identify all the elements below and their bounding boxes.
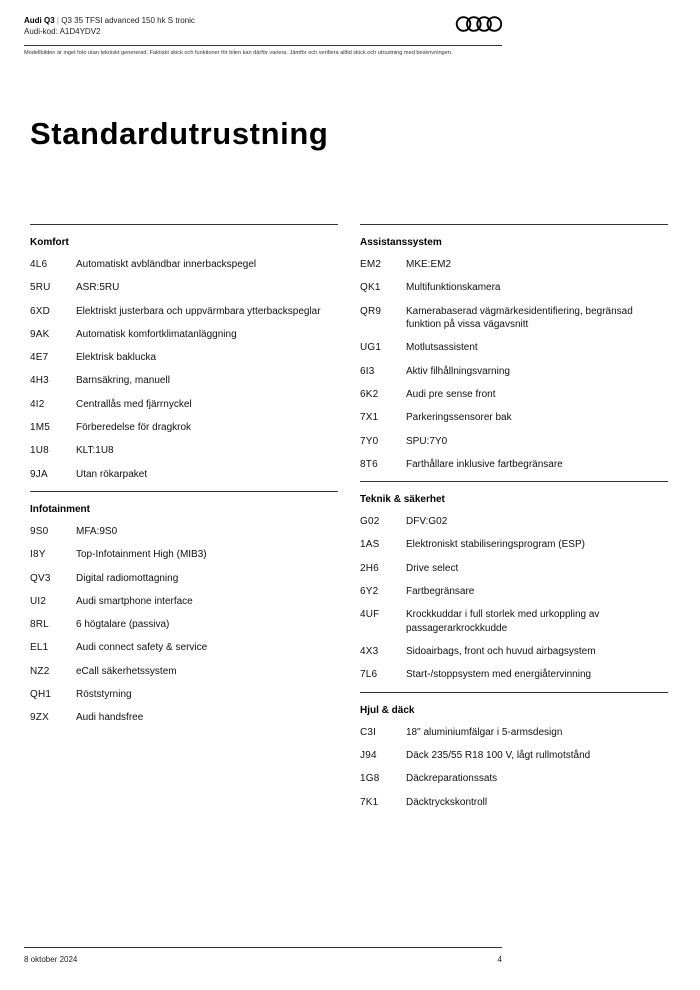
- equipment-section: [360, 224, 668, 471]
- equipment-code: G02: [360, 516, 380, 528]
- equipment-code: 4L6: [30, 259, 48, 270]
- equipment-row: [360, 585, 668, 599]
- equipment-row: [360, 749, 668, 763]
- equipment-description: Start-/stoppsystem med energiåtervinning: [406, 669, 592, 681]
- equipment-code: QH1: [30, 689, 52, 701]
- equipment-row: [30, 688, 338, 702]
- document-header: [24, 16, 502, 56]
- equipment-code: EL1: [30, 642, 49, 654]
- equipment-row: [360, 796, 668, 810]
- equipment-code: UI2: [30, 595, 47, 607]
- equipment-code: 4H3: [30, 375, 49, 387]
- equipment-description: Utan rökarpaket: [76, 468, 148, 480]
- equipment-row: [30, 444, 338, 458]
- section-title: Komfort: [30, 237, 69, 248]
- equipment-description: Top-Infotainment High (MIB3): [76, 549, 207, 561]
- equipment-description: Automatisk komfortklimatanläggning: [76, 328, 237, 340]
- equipment-description: Elektriskt justerbara och uppvärmbara ytterbackspeglar: [76, 305, 321, 317]
- equipment-description: Röststyrning: [76, 689, 132, 701]
- section-title: Teknik & säkerhet: [360, 494, 445, 506]
- equipment-description: Drive select: [406, 562, 459, 574]
- equipment-row: [30, 711, 338, 725]
- audi-code: Audi-kod: A1D4YDV2: [24, 27, 101, 36]
- equipment-code: EM2: [360, 259, 382, 270]
- equipment-code: 9ZX: [30, 712, 49, 724]
- equipment-description: 18" aluminiumfälgar i 5-armsdesign: [406, 726, 563, 738]
- equipment-description: Digital radiomottagning: [76, 572, 179, 584]
- equipment-code: 1M5: [30, 422, 51, 434]
- equipment-section: [360, 692, 668, 809]
- equipment-row: [30, 665, 338, 679]
- disclaimer-text: Modellbilden är inget foto utan tekniskt genererad. Faktiskt skick och funktioner för bilen kan därför variera. Jämför och verifiera alltid skick och utrustning med beskrivningen.: [24, 50, 453, 56]
- equipment-code: 8T6: [360, 458, 378, 470]
- equipment-section: [30, 491, 338, 725]
- equipment-code: I8Y: [30, 549, 46, 561]
- equipment-code: 2H6: [360, 562, 379, 574]
- equipment-description: Kamerabaserad vägmärkesidentifiering, begränsad funktion på vissa vägavsnitt: [406, 305, 633, 331]
- equipment-description: eCall säkerhetssystem: [76, 665, 177, 677]
- equipment-description: Däck 235/55 R18 100 V, lågt rullmotstånd: [406, 750, 591, 762]
- equipment-row: [30, 525, 338, 539]
- equipment-row: [30, 398, 338, 412]
- equipment-description: MFA:9S0: [76, 525, 118, 537]
- equipment-description: DFV:G02: [406, 516, 448, 528]
- equipment-description: Multifunktionskamera: [406, 282, 501, 294]
- equipment-code: 6K2: [360, 388, 379, 400]
- equipment-row: [360, 281, 668, 295]
- equipment-row: [30, 281, 338, 295]
- equipment-code: 4X3: [360, 646, 379, 658]
- section-title: Assistanssystem: [360, 237, 442, 248]
- equipment-code: 1G8: [360, 773, 380, 785]
- equipment-code: C3I: [360, 726, 377, 738]
- equipment-code: 9S0: [30, 525, 49, 537]
- equipment-row: [30, 595, 338, 609]
- equipment-code: 9JA: [30, 468, 48, 480]
- equipment-code: 1U8: [30, 445, 49, 457]
- equipment-code: 5RU: [30, 282, 51, 294]
- section-title: Infotainment: [30, 503, 90, 515]
- equipment-row: [360, 258, 668, 272]
- equipment-code: 9AK: [30, 328, 50, 340]
- equipment-code: 6XD: [30, 305, 51, 317]
- equipment-row: [30, 351, 338, 365]
- audi-rings-icon: [455, 15, 503, 33]
- equipment-row: [360, 341, 668, 355]
- footer-divider: [24, 947, 502, 948]
- equipment-description: SPU:7Y0: [406, 435, 448, 447]
- equipment-description: Farthållare inklusive fartbegränsare: [406, 458, 563, 470]
- footer-date: 8 oktober 2024: [24, 955, 78, 964]
- equipment-row: [30, 572, 338, 586]
- equipment-section: [360, 481, 668, 682]
- equipment-row: [30, 328, 338, 342]
- equipment-code: 4UF: [360, 609, 380, 621]
- equipment-row: [30, 548, 338, 562]
- model-variant: Q3 35 TFSI advanced 150 hk S tronic: [61, 16, 195, 25]
- equipment-description: 6 högtalare (passiva): [76, 619, 170, 631]
- header-divider: [24, 45, 502, 46]
- equipment-code: 7K1: [360, 796, 379, 808]
- equipment-code: 4I2: [30, 398, 45, 410]
- equipment-code: 7X1: [360, 412, 379, 424]
- equipment-description: MKE:EM2: [406, 259, 452, 270]
- equipment-row: [360, 305, 668, 332]
- equipment-description: Elektroniskt stabiliseringsprogram (ESP): [406, 539, 585, 551]
- equipment-section: [30, 224, 338, 481]
- equipment-row: [30, 305, 338, 319]
- equipment-code: 7L6: [360, 669, 378, 681]
- equipment-row: [30, 618, 338, 632]
- equipment-row: [360, 458, 668, 472]
- equipment-row: [360, 515, 668, 529]
- equipment-row: [30, 468, 338, 482]
- equipment-code: UG1: [360, 342, 382, 354]
- equipment-description: Audi connect safety & service: [76, 642, 208, 654]
- equipment-description: Barnsäkring, manuell: [76, 375, 170, 387]
- equipment-row: [30, 258, 338, 272]
- equipment-code: 8RL: [30, 619, 49, 631]
- equipment-row: [30, 374, 338, 388]
- equipment-code: QR9: [360, 305, 382, 317]
- equipment-code: J94: [360, 750, 377, 762]
- equipment-code: 7Y0: [360, 435, 379, 447]
- equipment-code: 1AS: [360, 539, 380, 551]
- equipment-description: Däckreparationssats: [406, 773, 498, 785]
- equipment-description: Förberedelse för dragkrok: [76, 422, 192, 434]
- equipment-row: [360, 388, 668, 402]
- equipment-description: Automatiskt avbländbar innerbackspegel: [76, 259, 257, 270]
- equipment-row: [360, 435, 668, 449]
- equipment-row: [360, 365, 668, 379]
- equipment-description: Audi handsfree: [76, 712, 144, 724]
- equipment-code: 6I3: [360, 365, 375, 377]
- model-line: [24, 16, 502, 26]
- section-title: Hjul & däck: [360, 704, 415, 716]
- equipment-row: [30, 641, 338, 655]
- equipment-description: Centrallås med fjärrnyckel: [76, 398, 192, 410]
- equipment-description: Aktiv filhållningsvarning: [406, 365, 510, 377]
- equipment-description: Krockkuddar i full storlek med urkoppling av passagerarkrockkudde: [406, 609, 600, 634]
- document-footer: [24, 947, 502, 964]
- equipment-code: QK1: [360, 282, 381, 294]
- right-column: [360, 224, 668, 819]
- equipment-description: Däcktryckskontroll: [406, 796, 488, 808]
- equipment-code: 4E7: [30, 352, 49, 364]
- equipment-row: [360, 562, 668, 576]
- equipment-row: [30, 421, 338, 435]
- equipment-description: Elektrisk baklucka: [76, 352, 157, 364]
- equipment-row: [360, 772, 668, 786]
- equipment-row: [360, 645, 668, 659]
- left-column: [30, 224, 338, 735]
- equipment-description: Audi pre sense front: [406, 388, 496, 400]
- equipment-row: [360, 608, 668, 635]
- equipment-description: ASR:5RU: [76, 282, 120, 294]
- model-separator: |: [56, 16, 59, 25]
- equipment-description: Audi smartphone interface: [76, 595, 193, 607]
- equipment-description: Motlutsassistent: [406, 342, 478, 354]
- model-name: Audi Q3: [24, 16, 55, 25]
- page-title: Standardutrustning: [30, 116, 329, 151]
- equipment-row: [360, 411, 668, 425]
- equipment-description: Parkeringssensorer bak: [406, 412, 512, 424]
- equipment-row: [360, 668, 668, 682]
- equipment-code: QV3: [30, 572, 51, 584]
- equipment-code: NZ2: [30, 665, 50, 677]
- equipment-description: Fartbegränsare: [406, 586, 475, 598]
- equipment-row: [360, 538, 668, 552]
- equipment-code: 6Y2: [360, 586, 379, 598]
- equipment-description: KLT:1U8: [76, 445, 114, 457]
- page-number: 4: [497, 955, 502, 964]
- equipment-description: Sidoairbags, front och huvud airbagsystem: [406, 646, 596, 658]
- equipment-row: [360, 726, 668, 740]
